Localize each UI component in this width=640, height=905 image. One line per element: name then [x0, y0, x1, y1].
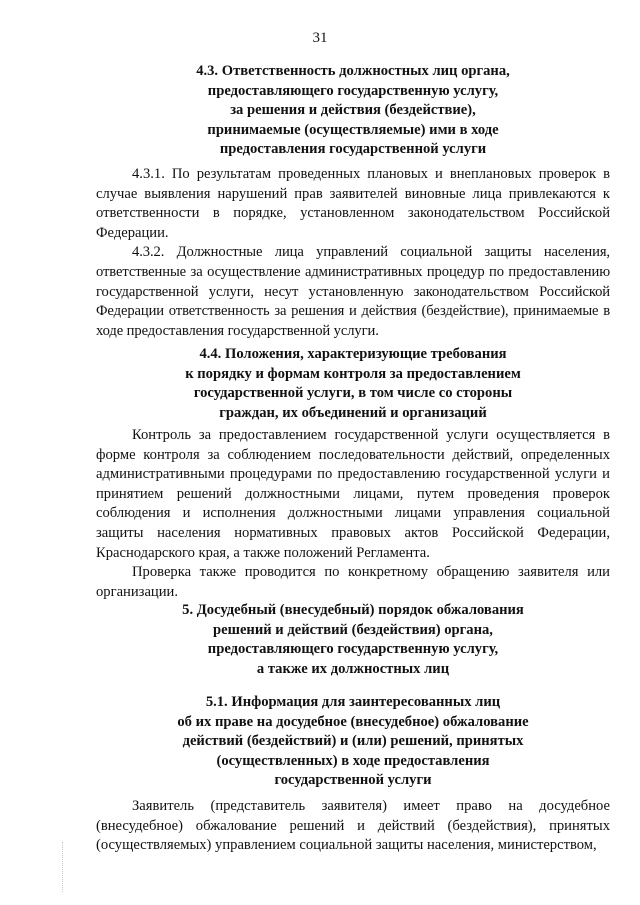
- heading-line: предоставляющего государственную услугу,: [207, 641, 499, 658]
- heading-line: а также их должностных лиц: [256, 660, 450, 677]
- heading-line: об их праве на досудебное (внесудебное) обжалование: [177, 713, 529, 730]
- page-number: 31: [312, 30, 328, 46]
- heading-line: предоставляющего государственную услугу,: [207, 82, 499, 99]
- paragraph-appeal-right: Заявитель (представитель заявителя) имеет право на досудебное (внесудебное) обжалование решений и действий (бездействия), принятых (осуществляемых) управлением социальной защиты населения, министерством,: [96, 798, 610, 854]
- section-5-1-heading: [96, 693, 610, 791]
- heading-line: (осуществленных) в ходе предоставления: [216, 752, 490, 769]
- heading-line: действий (бездействий) и (или) решений, принятых: [182, 733, 524, 750]
- section-4-4-body: [96, 426, 610, 602]
- heading-line: предоставления государственной услуги: [219, 141, 487, 158]
- heading-line: 5.1. Информация для заинтересованных лиц: [205, 694, 501, 710]
- heading-line: решений и действий (бездействия) органа,: [213, 621, 493, 638]
- heading-line: государственной услуги: [274, 772, 432, 789]
- heading-line: граждан, их объединений и организаций: [219, 404, 487, 421]
- section-5-heading: [96, 601, 610, 679]
- section-5-1-body: [96, 797, 610, 856]
- heading-line: 4.4. Положения, характеризующие требования: [199, 346, 507, 362]
- heading-line: 4.3. Ответственность должностных лиц органа,: [196, 63, 510, 79]
- section-4-3-body: [96, 165, 610, 341]
- paragraph-4-3-2: 4.3.2. Должностные лица управлений социальной защиты населения, ответственные за осуществление административных процедур по предоставлению государственной услуги, несут установленную законодательством Российской Федерации ответственность за решения и действия (бездействие), принимаемые в ходе предоставления государственной услуги.: [96, 244, 610, 339]
- heading-line: принимаемые (осуществляемые) ими в ходе: [207, 121, 499, 138]
- paragraph-inspection: Проверка также проводится по конкретному обращению заявителя или организации.: [96, 564, 610, 600]
- section-4-3-heading: [96, 62, 610, 160]
- heading-line: 5. Досудебный (внесудебный) порядок обжалования: [182, 602, 524, 618]
- section-4-4-heading: [96, 345, 610, 423]
- heading-line: за решения и действия (бездействие),: [230, 102, 476, 119]
- heading-line: к порядку и формам контроля за предоставлением: [185, 365, 521, 382]
- paragraph-4-3-1: 4.3.1. По результатам проведенных плановых и внеплановых проверок в случае выявления нарушений прав заявителей виновные лица привлекаются к ответственности в порядке, установленном законодательством Российской Федерации.: [96, 166, 610, 241]
- heading-line: государственной услуги, в том числе со стороны: [193, 385, 513, 402]
- scan-binding-marks: [62, 842, 65, 892]
- paragraph-control: Контроль за предоставлением государственной услуги осуществляется в форме контроля за соблюдением последовательности действий, определенных административными процедурами по предоставлению государственной услуги и принятием решений должностными лицами, путем проведения проверок соблюдения и исполнения должностными лицами управления социальной защиты населения нормативных правовых актов Российской Федерации, Краснодарского края, а также положений Регламента.: [96, 427, 610, 561]
